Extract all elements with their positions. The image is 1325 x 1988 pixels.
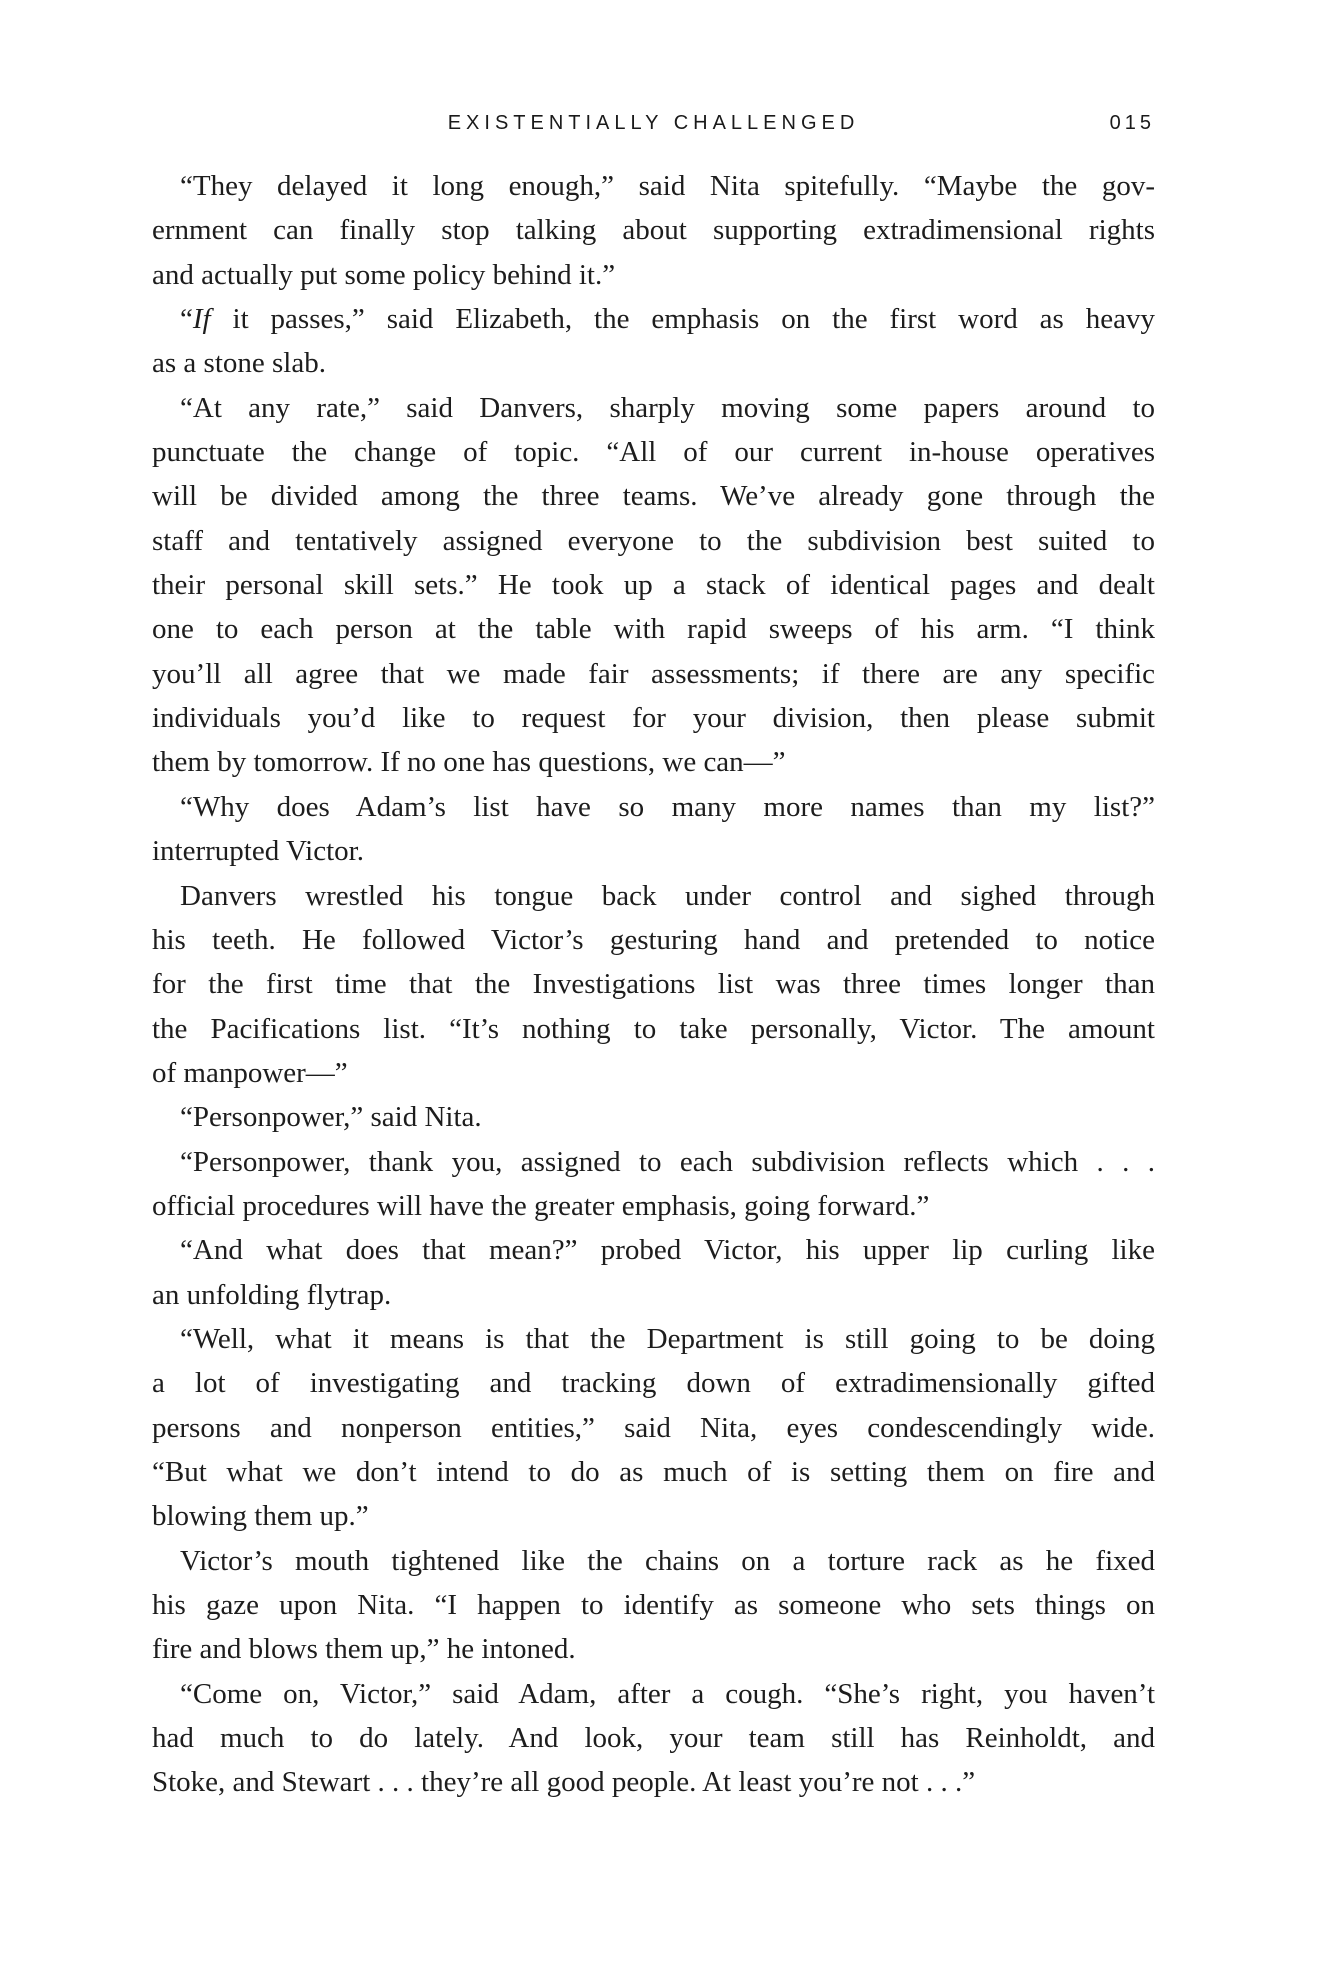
body-line: an unfolding flytrap. [152,1278,392,1311]
body-line: “Well, what it means is that the Department is still going to be doing [180,1322,1155,1355]
body-line: “But what we don’t intend to do as much of is setting them on fire and [152,1455,1155,1488]
italic-text: If [192,303,211,336]
paragraph [152,1095,1155,1139]
paragraph [152,874,1155,1096]
body-line: blowing them up.” [152,1500,369,1533]
paragraph [152,1317,1155,1539]
body-line: ernment can finally stop talking about supporting extradimensional rights [152,214,1155,247]
body-line: and actually put some policy behind it.” [152,258,616,291]
body-line: had much to do lately. And look, your team still has Reinholdt, and [152,1722,1155,1755]
paragraph [152,386,1155,785]
body-line [152,297,1155,341]
body-line: fire and blows them up,” he intoned. [152,1633,576,1666]
body-line: “Personpower, thank you, assigned to each subdivision reflects which . . . [180,1145,1155,1178]
body-line: his teeth. He followed Victor’s gesturing hand and pretended to notice [152,923,1155,956]
body-line: Victor’s mouth tightened like the chains on a torture rack as he fixed [180,1544,1155,1577]
body-line: individuals you’d like to request for your division, then please submit [152,702,1155,735]
body-line: Danvers wrestled his tongue back under control and sighed through [180,879,1155,912]
running-head [152,112,1155,140]
text-segment: it passes,” said Elizabeth, the emphasis on the first word as heavy [210,303,1155,336]
paragraph [152,164,1155,297]
body-line: you’ll all agree that we made fair assessments; if there are any specific [152,657,1155,690]
body-line: “And what does that mean?” probed Victor, his upper lip curling like [180,1234,1155,1267]
text-block [152,164,1155,1805]
body-line: “Come on, Victor,” said Adam, after a cough. “She’s right, you haven’t [180,1677,1155,1710]
body-line: interrupted Victor. [152,835,364,868]
body-line: of manpower—” [152,1056,348,1089]
paragraph [152,297,1155,386]
body-line: a lot of investigating and tracking down of extradimensionally gifted [152,1367,1155,1400]
body-line: his gaze upon Nita. “I happen to identify as someone who sets things on [152,1589,1155,1621]
page-number: 015 [1109,112,1155,134]
body-line: the Pacifications list. “It’s nothing to take personally, Victor. The amount [152,1012,1155,1045]
body-line: “They delayed it long enough,” said Nita spitefully. “Maybe the gov- [180,170,1155,202]
body-line: their personal skill sets.” He took up a stack of identical pages and dealt [152,569,1155,602]
body-line: punctuate the change of topic. “All of our current in-house operatives [152,436,1155,469]
body-line: them by tomorrow. If no one has questions, we can—” [152,746,786,779]
text-segment: “ [180,303,193,336]
body-line: staff and tentatively assigned everyone to the subdivision best suited to [152,524,1155,557]
body-line: Stoke, and Stewart . . . they’re all good people. At least you’re not . . .” [152,1766,976,1799]
body-line: one to each person at the table with rapid sweeps of his arm. “I think [152,613,1155,646]
body-line: “Personpower,” said Nita. [180,1101,482,1134]
body-line: persons and nonperson entities,” said Nita, eyes condescendingly wide. [152,1411,1155,1444]
paragraph [152,1672,1155,1805]
body-line: “Why does Adam’s list have so many more names than my list?” [180,790,1155,823]
body-line: “At any rate,” said Danvers, sharply moving some papers around to [180,391,1155,424]
body-line: official procedures will have the greater emphasis, going forward.” [152,1189,930,1222]
paragraph [152,1228,1155,1317]
running-head-title: EXISTENTIALLY CHALLENGED [447,112,860,134]
paragraph [152,785,1155,874]
paragraph [152,1140,1155,1229]
body-line: as a stone slab. [152,347,326,380]
body-line: for the first time that the Investigations list was three times longer than [152,968,1155,1001]
paragraph [152,1539,1155,1672]
body-line: will be divided among the three teams. We’ve already gone through the [152,480,1155,513]
